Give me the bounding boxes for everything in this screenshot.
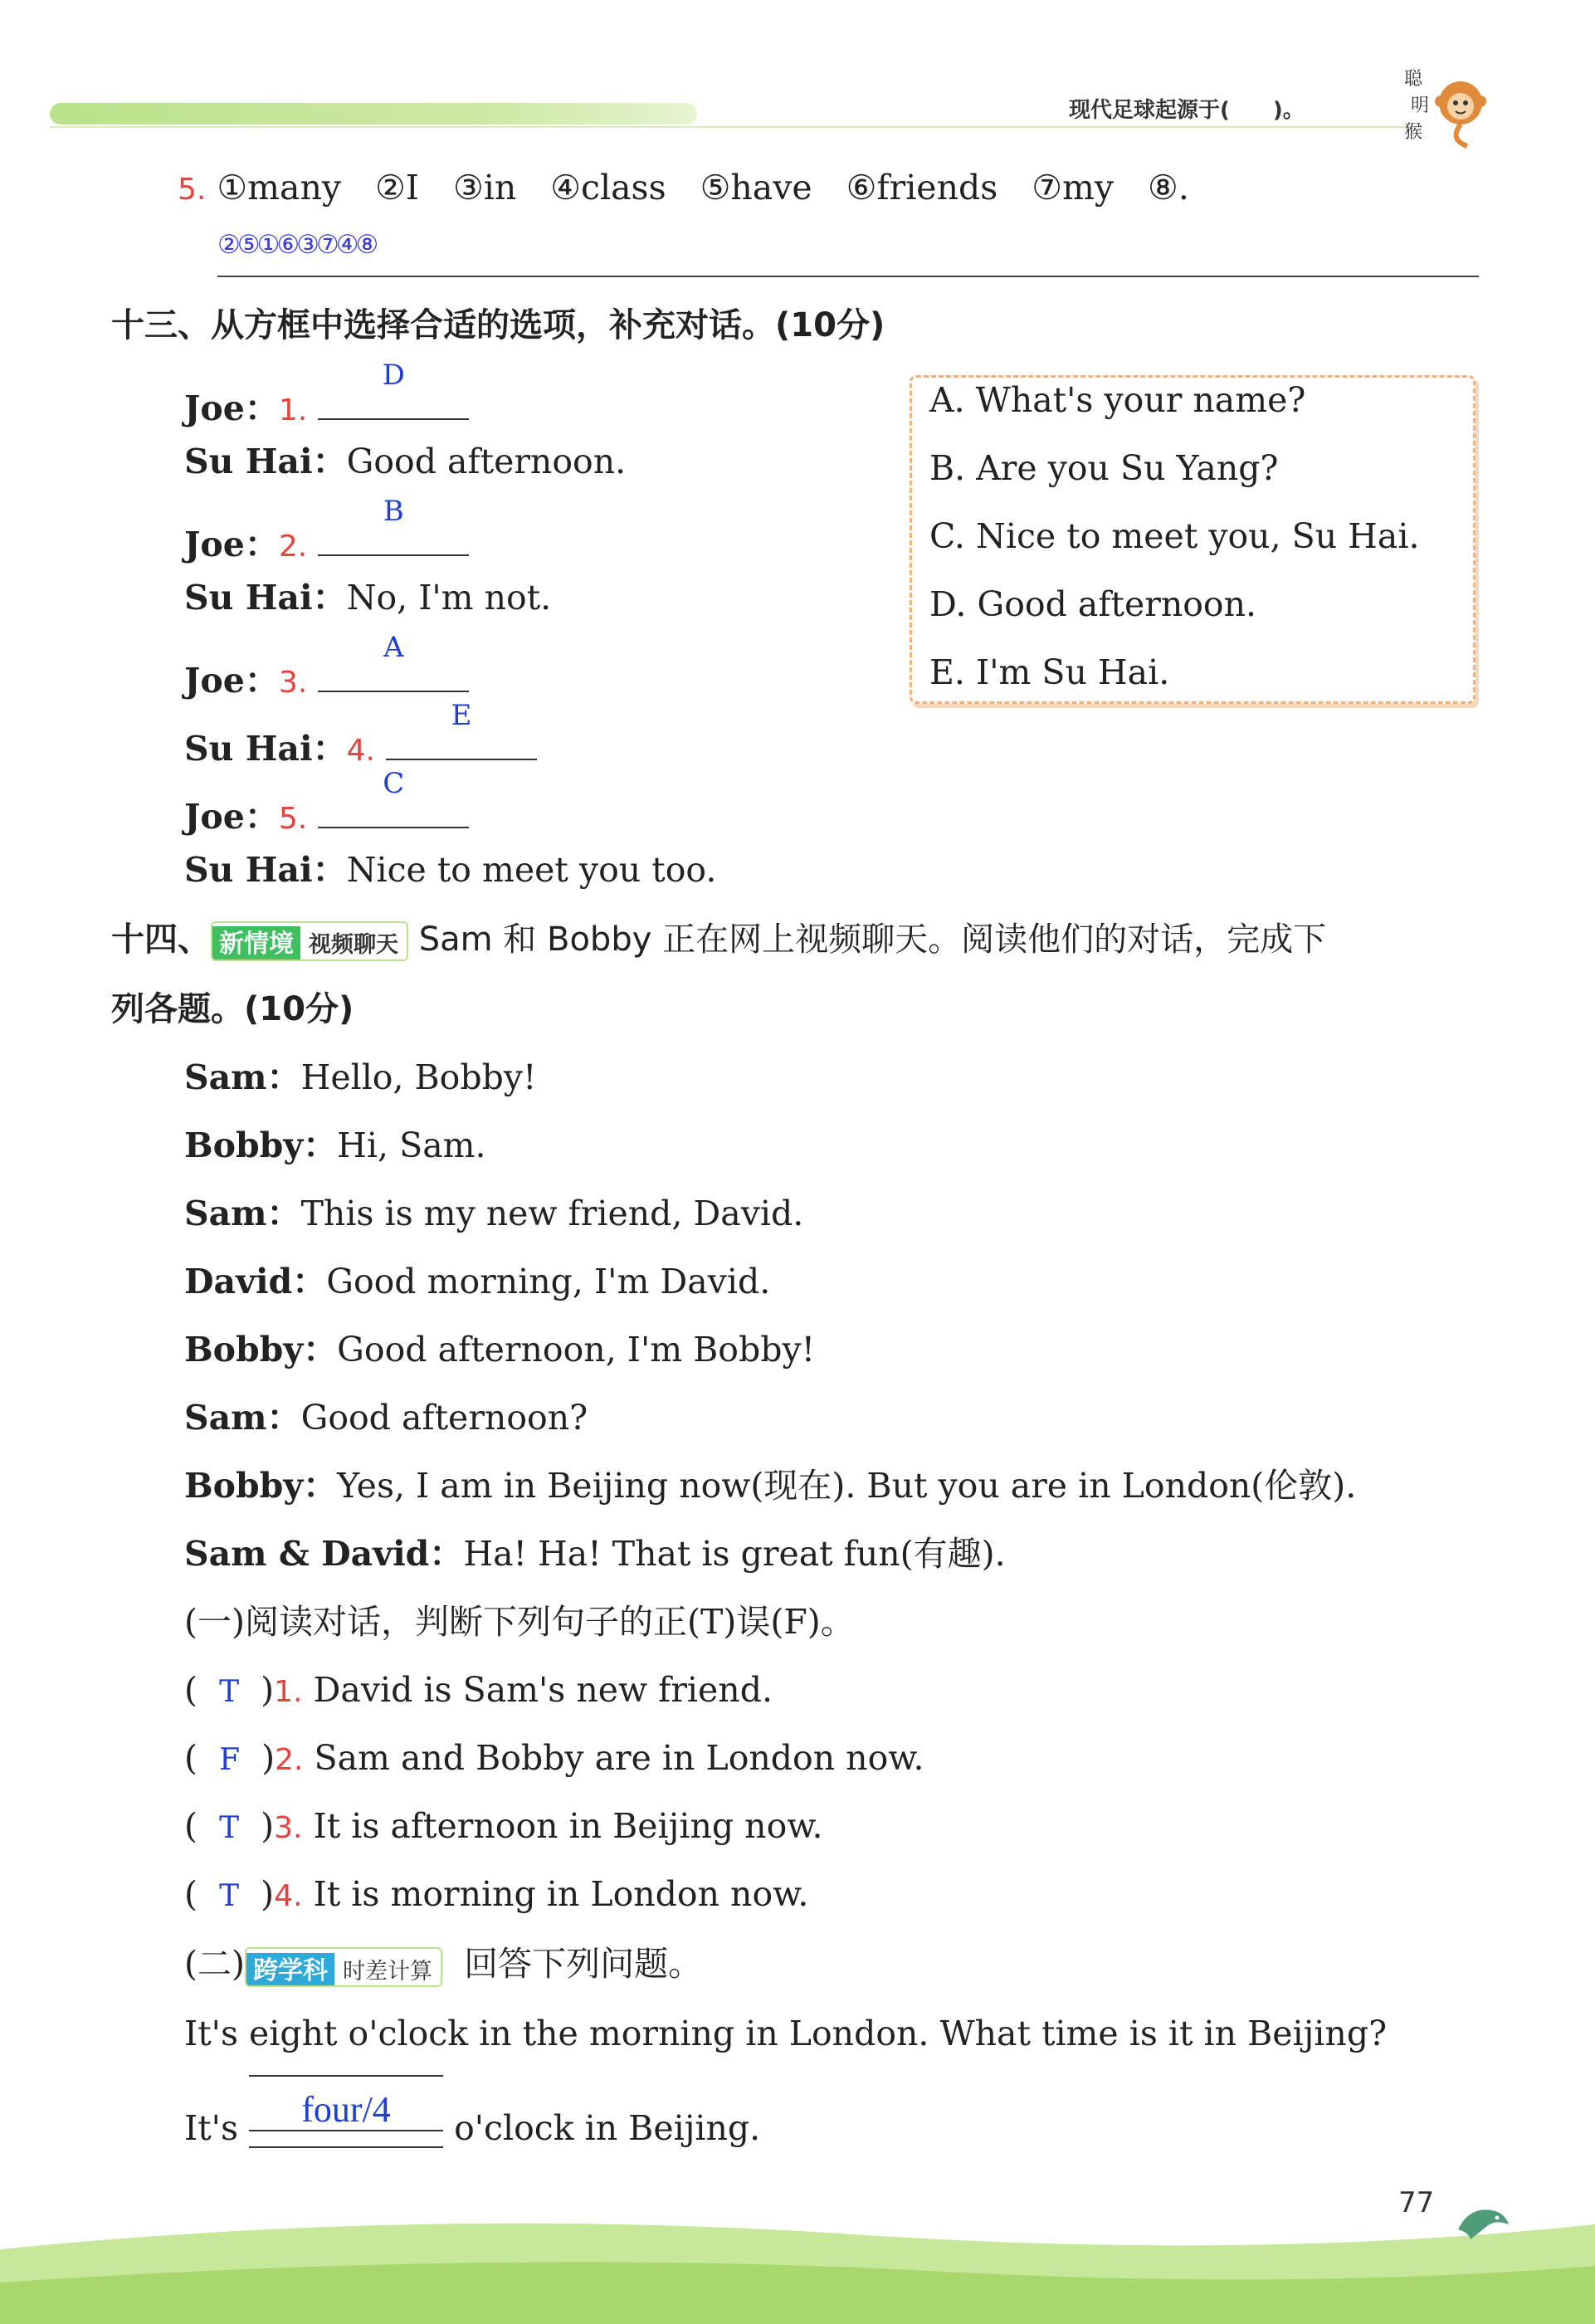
tag-sub: 时差计算	[334, 1954, 441, 1987]
page-number: 77	[1398, 2186, 1435, 2219]
tag-main: 跨学科	[246, 1953, 334, 1987]
speaker: Su Hai：	[184, 578, 347, 618]
answer-blank[interactable]	[386, 699, 537, 760]
speaker: Bobby：	[184, 1125, 338, 1165]
speaker: Joe：	[184, 525, 279, 564]
part2-heading	[184, 1939, 702, 1989]
part-instruction: 回答下列问题。	[464, 1944, 703, 1984]
question-number: 3.	[278, 666, 308, 700]
footer-wave	[0, 2200, 1595, 2324]
question-number: 1.	[278, 393, 308, 427]
tf-statement: It is morning in London now.	[313, 1874, 809, 1914]
question-number: 1.	[274, 1675, 303, 1709]
question-number: 4.	[274, 1879, 303, 1913]
answer-text: C	[383, 767, 405, 800]
chat-line-2	[184, 1120, 486, 1170]
tag-sub: 视频聊天	[300, 927, 407, 961]
question-number: 2.	[278, 530, 308, 564]
answer-text: E	[451, 699, 472, 732]
speaker: Sam：	[184, 1398, 301, 1438]
chat-line-8	[184, 1529, 1006, 1579]
part1-heading: (一)阅读对话，判断下列句子的正(T)误(F)。	[184, 1602, 855, 1642]
option-b: B. Are you Su Yang?	[929, 448, 1279, 488]
tf-statement: Sam and Bobby are in London now.	[314, 1738, 924, 1778]
tf-item-4: ( T )4. It is morning in London now.	[184, 1874, 809, 1914]
speaker: Joe：	[184, 388, 279, 428]
chat-line-6	[184, 1393, 588, 1443]
part-number: (二)	[184, 1944, 245, 1984]
tf-answer[interactable]: T	[219, 1879, 240, 1913]
answer-blank[interactable]	[318, 495, 469, 556]
tf-answer[interactable]: T	[219, 1811, 240, 1845]
chat-line-4	[184, 1257, 770, 1306]
svg-text:聪: 聪	[1404, 69, 1423, 90]
speaker: Bobby：	[184, 1466, 338, 1506]
dolphin-icon	[1454, 2196, 1512, 2246]
speaker: Su Hai：	[184, 729, 347, 769]
q5-number: 5.	[178, 173, 207, 207]
speaker: Sam：	[184, 1194, 301, 1233]
dialog-text: No, I'm not.	[346, 578, 552, 618]
chat-line-7	[184, 1461, 1356, 1511]
chat-line-3	[184, 1189, 803, 1238]
speaker: Bobby：	[184, 1330, 338, 1370]
time-question: It's eight o'clock in the morning in London. What time is it in Beijing?	[184, 2014, 1388, 2053]
speaker: Sam：	[184, 1057, 301, 1097]
option-e: E. I'm Su Hai.	[929, 652, 1170, 692]
dialog-line-3	[184, 495, 469, 572]
answer-prefix: It's	[184, 2108, 238, 2148]
tag-main: 新情境	[212, 926, 300, 961]
tf-item-1: ( T )1. David is Sam's new friend.	[184, 1670, 773, 1710]
tf-statement: David is Sam's new friend.	[313, 1670, 773, 1710]
time-answer-text: four/4	[301, 2089, 391, 2130]
header-rule	[50, 126, 1411, 128]
dialog-line-2	[184, 437, 626, 486]
speaker: Su Hai：	[184, 442, 347, 481]
monkey-logo-icon	[1394, 60, 1494, 151]
speaker: David：	[184, 1262, 327, 1301]
chat-text: Good afternoon, I'm Bobby!	[337, 1330, 816, 1370]
tf-item-2: ( F )2. Sam and Bobby are in London now.	[184, 1738, 924, 1778]
answer-blank[interactable]	[318, 767, 469, 828]
chat-text: Good afternoon?	[300, 1398, 588, 1438]
dialog-line-1	[184, 359, 469, 436]
question-number: 3.	[274, 1811, 303, 1845]
q5-handwritten-answer: ②⑤①⑥③⑦④⑧	[217, 230, 376, 260]
svg-text:猴: 猴	[1404, 122, 1423, 143]
chat-line-5	[184, 1325, 815, 1374]
speaker: Joe：	[184, 661, 279, 701]
dialog-text: Nice to meet you too.	[346, 850, 717, 890]
time-answer-blank[interactable]	[249, 2090, 443, 2140]
dialog-line-8	[184, 845, 716, 895]
answer-text: A	[383, 631, 404, 664]
chat-text: Hi, Sam.	[337, 1125, 486, 1165]
heading-text: Sam 和 Bobby 正在网上视频聊天。阅读他们的对话，完成下	[408, 920, 1327, 959]
cross-subject-tag	[245, 1947, 442, 1987]
option-c: C. Nice to meet you, Su Hai.	[929, 516, 1420, 556]
section13-heading: 十三、从方框中选择合适的选项，补充对话。(10分)	[111, 306, 885, 344]
answer-text: B	[383, 495, 404, 528]
dialog-line-4	[184, 573, 551, 622]
answer-suffix: o'clock in Beijing.	[454, 2108, 761, 2148]
question-number: 2.	[275, 1743, 304, 1777]
chat-text: Ha! Ha! That is great fun(有趣).	[463, 1534, 1006, 1574]
answer-blank[interactable]	[318, 359, 469, 420]
header-question: 现代足球起源于( )。	[1069, 98, 1305, 123]
tf-answer[interactable]: F	[219, 1743, 241, 1777]
section14-heading	[111, 915, 1326, 964]
tf-answer[interactable]: T	[219, 1675, 240, 1709]
q5-words	[178, 163, 1189, 215]
chat-line-1	[184, 1052, 537, 1102]
answer-line	[217, 276, 1479, 277]
svg-text:明: 明	[1411, 95, 1430, 116]
option-a: A. What's your name?	[929, 380, 1306, 420]
context-tag	[211, 921, 408, 961]
section14-heading-line2: 列各题。(10分)	[111, 990, 354, 1028]
chat-text: Hello, Bobby!	[300, 1057, 537, 1097]
speaker: Joe：	[184, 797, 279, 837]
option-d: D. Good afternoon.	[929, 584, 1257, 624]
section-number: 十四、	[111, 920, 211, 959]
chat-text: This is my new friend, David.	[300, 1194, 804, 1233]
dialog-line-7	[184, 767, 469, 844]
chat-text: Good morning, I'm David.	[326, 1262, 771, 1301]
tf-statement: It is afternoon in Beijing now.	[313, 1806, 823, 1846]
chat-text: Yes, I am in Beijing now(现在). But you are in London(伦敦).	[337, 1466, 1357, 1506]
q5-word-list: ①many ②I ③in ④class ⑤have ⑥friends ⑦my ⑧.	[217, 168, 1189, 208]
dialog-text: Good afternoon.	[346, 442, 627, 481]
answer-blank[interactable]	[318, 631, 469, 692]
question-number: 5.	[278, 802, 308, 836]
speaker: Sam & David：	[184, 1534, 464, 1574]
answer-text: D	[382, 359, 405, 392]
time-answer-line	[184, 2090, 760, 2153]
speaker: Su Hai：	[184, 850, 347, 890]
header-band	[50, 103, 697, 124]
question-number: 4.	[346, 734, 375, 768]
tf-item-3: ( T )3. It is afternoon in Beijing now.	[184, 1806, 823, 1846]
